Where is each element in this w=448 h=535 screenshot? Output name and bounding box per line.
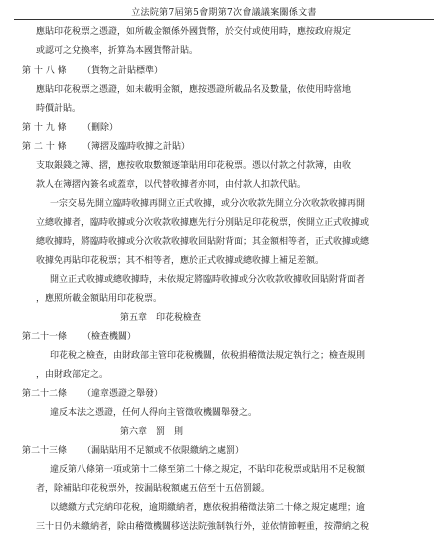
body-text-line: 應貼印花稅票之憑證，如所載金額係外國貨幣，於交付或使用時，應按政府規定	[36, 27, 352, 37]
body-text-line: 印花稅之檢查，由財政部主管印花稅機關，依稅捐稽徵法規定執行之；檢查規則	[50, 351, 366, 361]
body-text-line: 違反第八條第一項或第十二條至第二十條之規定，不貼印花稅票或貼用不足稅額	[50, 465, 366, 475]
body-text-line: 一宗交易先開立臨時收據再開立正式收據，或分次收款先開立分次收款收據再開	[50, 199, 366, 209]
body-text-line: 違反本法之憑證，任何人得向主管徵收機關舉發之。	[50, 408, 258, 418]
page-header: 立法院第7屆第5會期第7次會議議案關係文書	[131, 8, 317, 18]
header-rule	[14, 19, 434, 20]
article-number: 第二十三條	[22, 446, 68, 456]
article-title: （簿摺及臨時收據之計貼）	[82, 142, 191, 152]
body-text-line: 三十日仍未繳納者，除由稽徵機關移送法院強制執行外，並依情節輕重，按滯納之稅	[36, 522, 370, 532]
article-title: （檢查機關）	[82, 332, 137, 342]
article-title: （漏貼貼用不足額或不依限繳納之處罰）	[82, 446, 245, 456]
body-text-line: 以總繳方式完納印花稅，逾期繳納者，應依稅捐稽徵法第二十條之規定處理；逾	[50, 503, 366, 513]
body-text-line: 支取銀錢之簿、摺，應按收取數額逐筆貼用印花稅票。憑以付款之付款簿，由收	[36, 161, 352, 171]
body-text-line: 總收據時，將臨時收據或分次收款收據收回貼附背面；其金額相等者，正式收據或總	[36, 237, 370, 247]
body-text-line: ，應照所載金額貼用印花稅票。	[36, 294, 163, 304]
article-number: 第二十一條	[22, 332, 68, 342]
body-text-line: 時價計貼。	[36, 104, 82, 114]
article-title: （刪除）	[82, 123, 119, 133]
body-text-line: 收據免再貼印花稅票；其不相等者，應於正式收據或總收據上補足差額。	[36, 256, 325, 266]
article-number: 第二十二條	[22, 389, 68, 399]
body-text-line: 開立正式收據或總收據時，未依規定將臨時收據或分次收款收據收回貼附背面者	[50, 275, 366, 285]
article-number: 第 十 八 條	[22, 66, 67, 76]
body-text-line: 應貼印花稅票之憑證，如未載明金額，應按憑證所載品名及數量，依使用時當地	[36, 85, 352, 95]
article-title: （違章憑證之舉發）	[82, 389, 164, 399]
body-text-line: 立總收據者，臨時收據或分次收款收據應先行分別貼足印花稅票，俟開立正式收據或	[36, 218, 370, 228]
article-number: 第 二 十 條	[22, 142, 67, 152]
chapter-heading: 第六章 罰 則	[120, 427, 184, 437]
article-number: 第 十 九 條	[22, 123, 67, 133]
body-text-line: 者，除補貼印花稅票外，按漏貼稅額處五倍至十五倍罰鍰。	[36, 484, 271, 494]
body-text-line: 款人在簿摺內簽名或蓋章，以代替收據者亦同，由付款人扣款代貼。	[36, 180, 307, 190]
chapter-heading: 第五章 印花稅檢查	[120, 313, 202, 323]
body-text-line: 或認可之兌換率，折算為本國貨幣計貼。	[36, 46, 199, 56]
body-text-line: ，由財政部定之。	[36, 370, 109, 380]
article-title: （貨物之計貼標準）	[82, 66, 164, 76]
